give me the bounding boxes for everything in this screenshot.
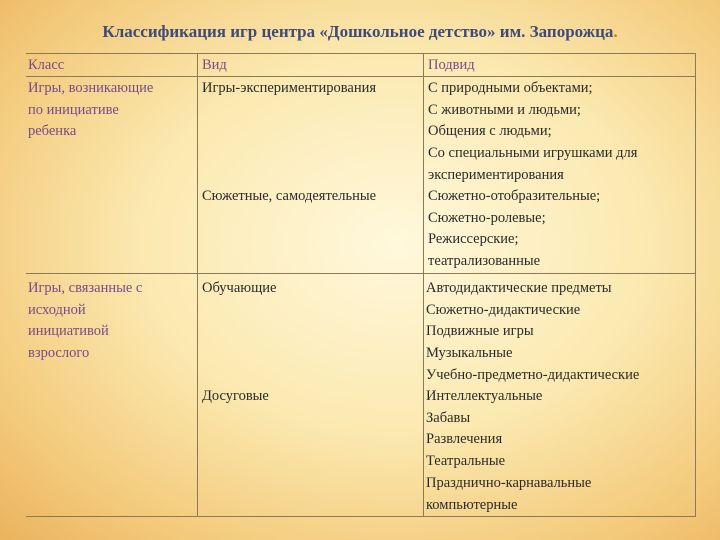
subtype-item: Развлечения	[426, 431, 503, 448]
subtype-item: экспериментирования	[428, 166, 564, 183]
subtype-item: Общения с людьми;	[428, 123, 552, 140]
header-divider	[26, 76, 696, 77]
row2-class-line: Игры, связанные с	[28, 280, 143, 296]
column-divider-2	[423, 54, 424, 516]
page-title	[0, 22, 720, 42]
subtype-item: Учебно-предметно-дидактические	[426, 366, 640, 383]
subtype-item: Сюжетно-ролевые;	[428, 209, 546, 226]
subtype-item: Со специальными игрушками для	[428, 145, 638, 162]
row1-class	[28, 78, 153, 143]
subtype-item: компьютерные	[426, 496, 518, 513]
subtype-item: С природными объектами;	[428, 80, 593, 96]
column-divider-3	[695, 54, 696, 516]
row2-kind-educational-subtypes	[426, 278, 639, 387]
row2-class-line: исходной	[28, 301, 86, 318]
row2-kind-educational: Обучающие	[202, 280, 277, 296]
subtype-item: Забавы	[426, 409, 471, 426]
subtype-item: Празднично-карнавальные	[426, 474, 592, 491]
classification-table	[26, 53, 696, 517]
header-class: Класс	[28, 57, 65, 73]
row1-kind-experiment-subtypes	[428, 78, 637, 187]
subtype-item: Сюжетно-дидактические	[426, 301, 581, 318]
row2-class-line: взрослого	[28, 345, 90, 362]
subtype-item: Режиссерские;	[428, 231, 519, 248]
subtype-item: театрализованные	[428, 253, 541, 270]
row2-kind-leisure: Досуговые	[202, 388, 269, 404]
row-divider	[26, 273, 696, 274]
subtype-item: Интеллектуальные	[426, 388, 543, 404]
row1-class-line: по инициативе	[28, 101, 119, 118]
title-text: Классификация игр центра «Дошкольное детство» им. Запорожца	[102, 22, 614, 41]
title-dot: .	[613, 22, 618, 41]
row1-class-line: Игры, возникающие	[28, 80, 154, 96]
row2-class-line: инициативой	[28, 323, 109, 340]
subtype-item: Сюжетно-отобразительные;	[428, 188, 601, 204]
subtype-item: Подвижные игры	[426, 323, 534, 340]
row2-class	[28, 278, 142, 365]
row1-kind-plot: Сюжетные, самодеятельные	[202, 188, 377, 204]
row2-kind-leisure-subtypes	[426, 386, 591, 516]
subtype-item: Музыкальные	[426, 345, 513, 362]
row1-kind-experiment: Игры-экспериментирования	[202, 80, 377, 96]
subtype-item: С животными и людьми;	[428, 101, 581, 118]
column-divider-1	[197, 54, 198, 516]
subtype-item: Автодидактические предметы	[426, 280, 612, 296]
row1-kind-plot-subtypes	[428, 186, 600, 273]
header-subtype: Подвид	[428, 57, 475, 73]
subtype-item: Театральные	[426, 453, 506, 470]
header-kind: Вид	[202, 57, 227, 73]
row1-class-line: ребенка	[28, 123, 77, 140]
